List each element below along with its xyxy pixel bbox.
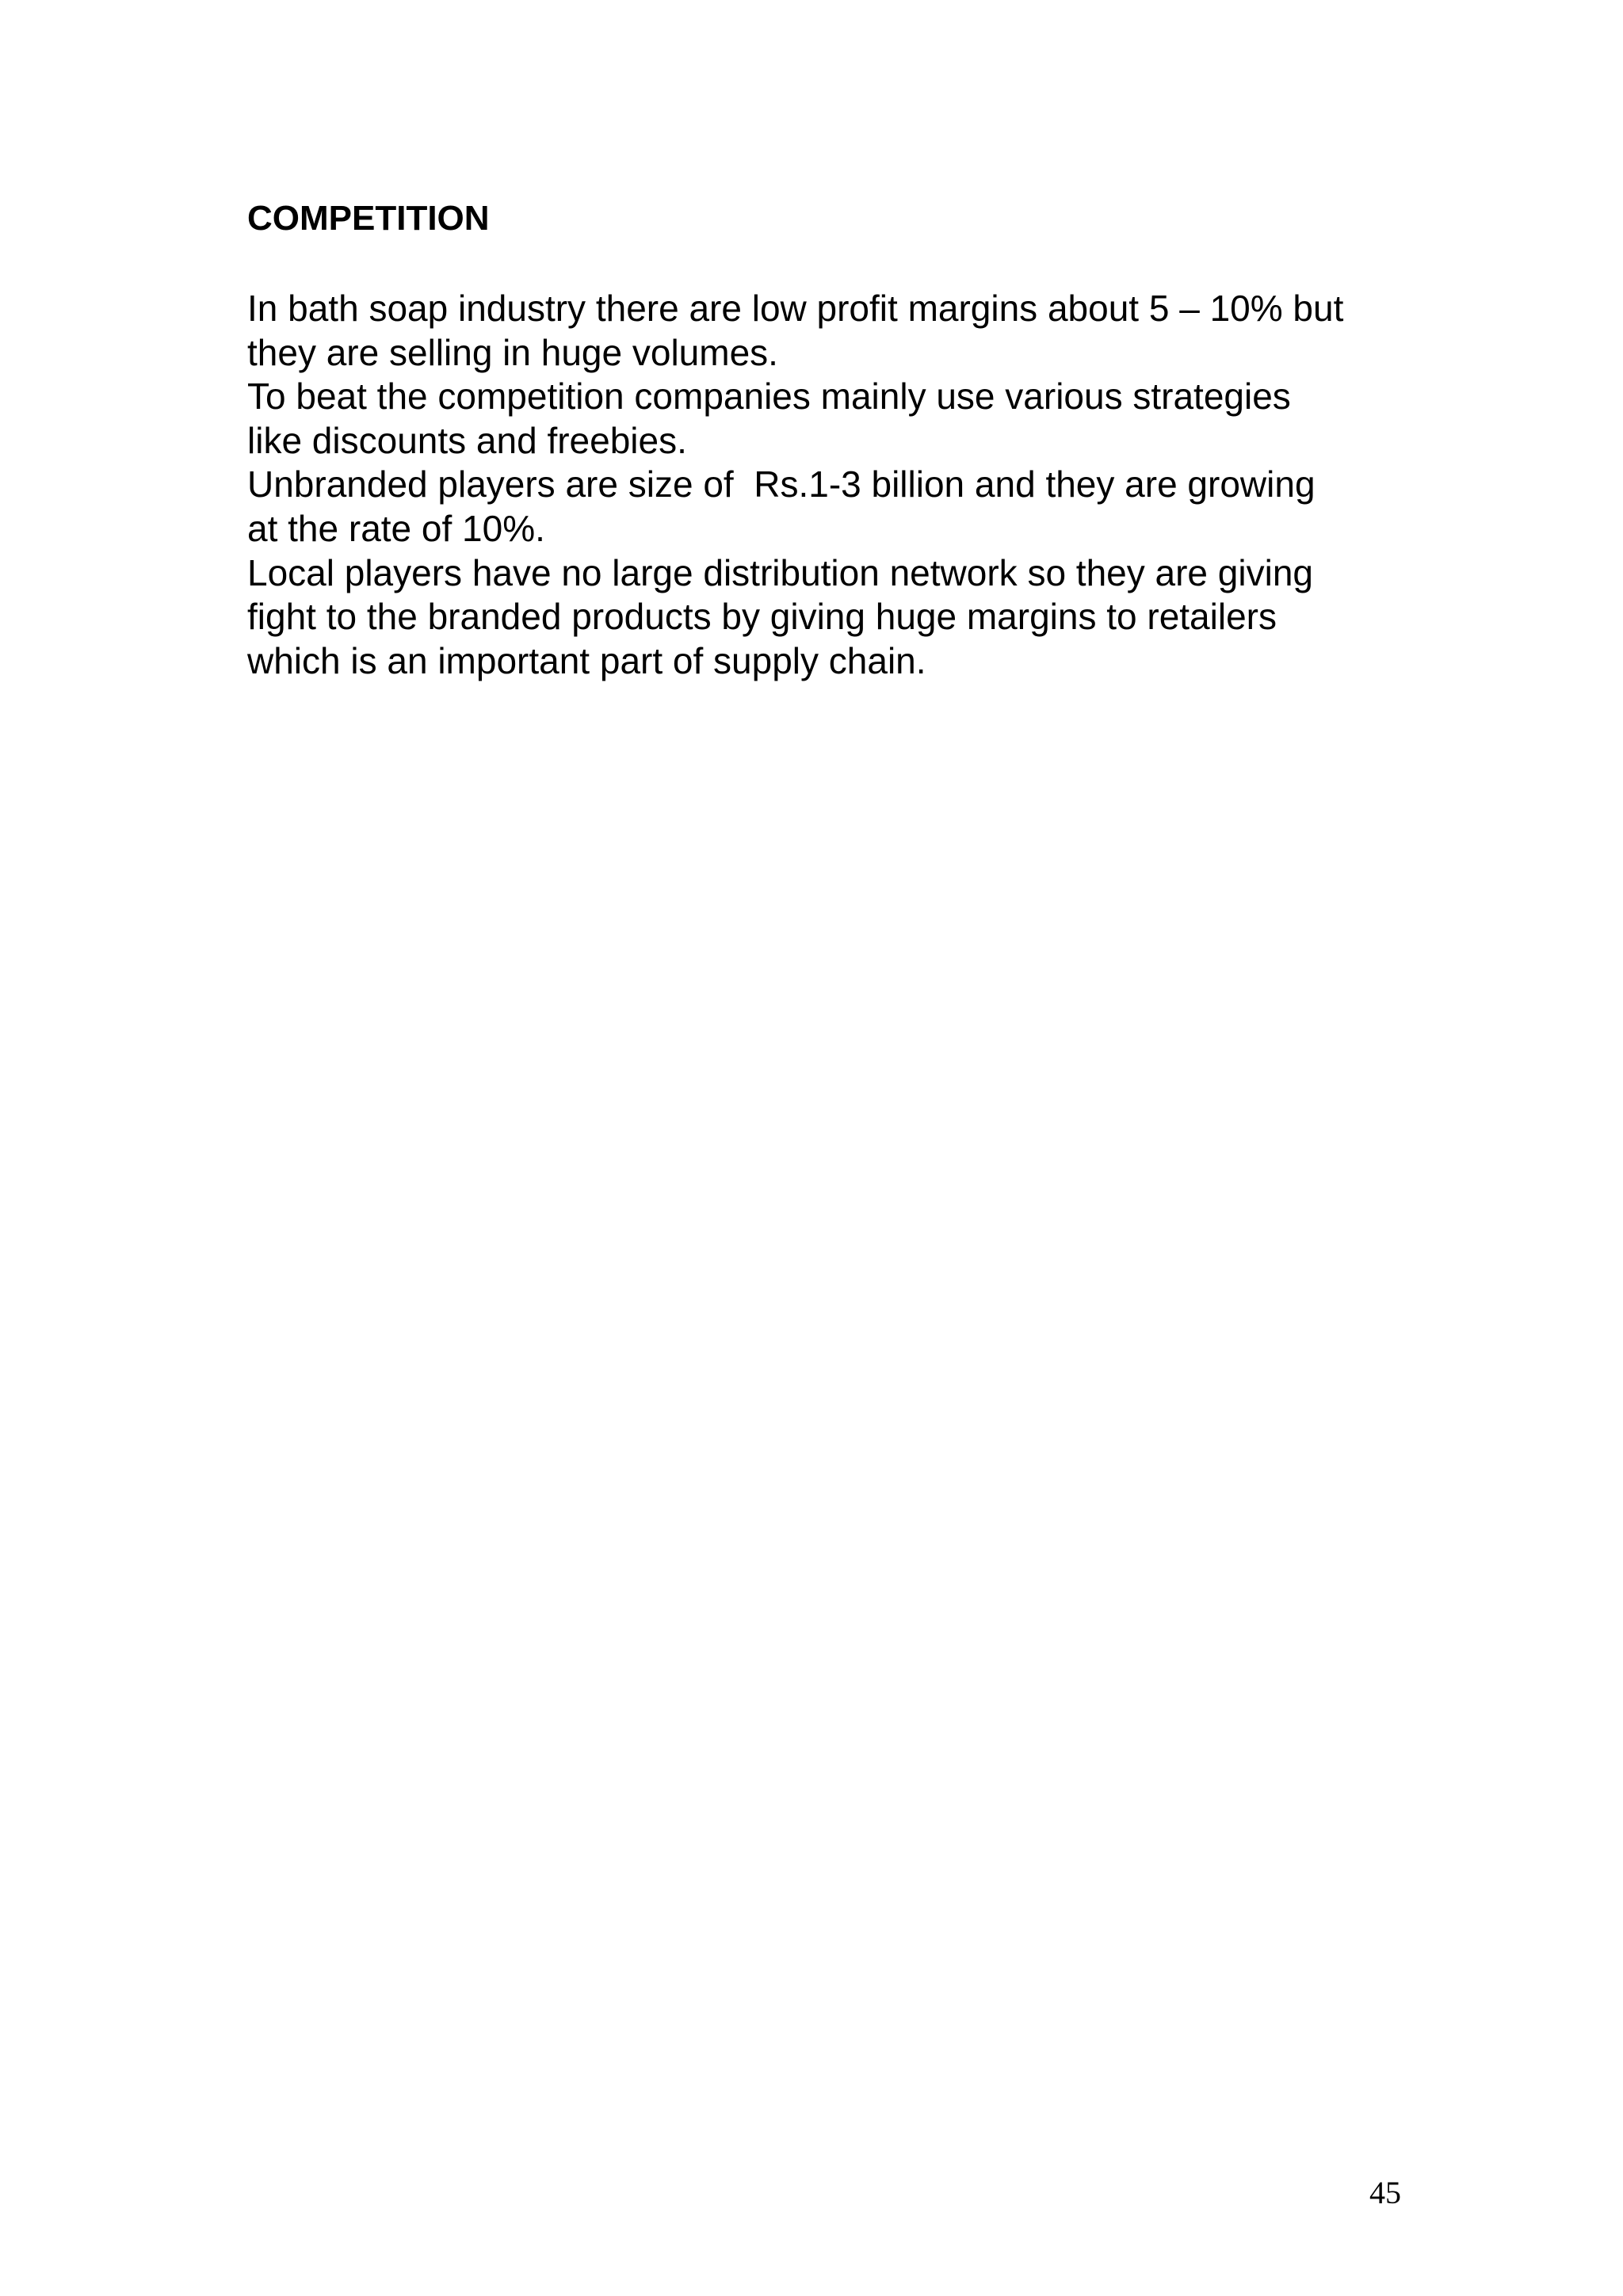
paragraph-line: which is an important part of supply chain. [247,639,926,681]
paragraph-line: they are selling in huge volumes. [247,331,778,373]
paragraph-line: like discounts and freebies. [247,419,687,461]
body-paragraph [247,287,1436,683]
paragraph-line: In bath soap industry there are low profit margins about 5 – 10% but [247,288,1344,329]
section-heading: COMPETITION [247,199,490,238]
paragraph-line: Local players have no large distribution network so they are giving [247,551,1313,593]
paragraph-line: Unbranded players are size of Rs.1-3 billion and they are growing [247,463,1316,505]
page-number: 45 [1369,2175,1401,2210]
paragraph-line: fight to the branded products by giving huge margins to retailers [247,596,1277,638]
paragraph-line: To beat the competition companies mainly use various strategies [247,376,1291,418]
paragraph-line: at the rate of 10%. [247,507,545,549]
